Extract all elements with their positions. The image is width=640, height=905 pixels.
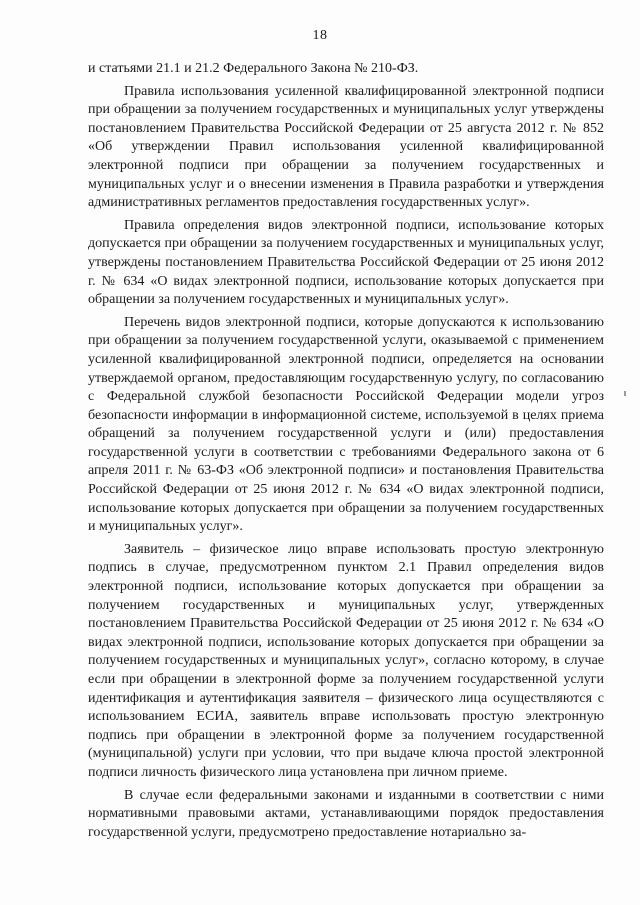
paragraph-notarized-documents: В случае если федеральными законами и изданными в соответствии с ними нормативными правовыми актами, устанавливающими порядок предоставления государственной услуги, предусмотрено предоставление нотариально за- bbox=[88, 787, 604, 840]
paragraph-continuation: и статьями 21.1 и 21.2 Федерального Закона № 210-ФЗ. bbox=[88, 61, 419, 76]
paragraph-qualified-signature-rules: Правила использования усиленной квалифицированной электронной подписи при обращении за получением государственных и муниципальных услуг утверждены постановлением Правительства Российской Федерации от 25 августа 2012 г. № 852 «Об утверждении Правил использования усиленной квалифицированной электронной подписи при обращении за получением государственных и муниципальных услуг и о внесении изменения в Правила разработки и утверждения административных регламентов предоставления государственных услуг». bbox=[88, 83, 604, 211]
margin-speck bbox=[624, 391, 626, 396]
body-text bbox=[88, 60, 604, 846]
page-number: 18 bbox=[312, 28, 328, 43]
paragraph-simple-signature: Заявитель – физическое лицо вправе использовать простую электронную подпись в случае, предусмотренном пунктом 2.1 Правил определения видов электронной подписи, использование которых допускается при обращении за получением государственных и муниципальных услуг, утвержденных постановлением Правительства Российской Федерации от 25 июня 2012 г. № 634 «О видах электронной подписи, использование которых допускается при обращении за получением государственных и муниципальных услуг», согласно которому, в случае если при обращении в электронной форме за получением государственной услуги идентификация и аутентификация заявителя – физического лица осуществляются с использованием ЕСИА, заявитель вправе использовать простую электронную подпись при обращении в электронной форме за получением государственной (муниципальной) услуги при условии, что при выдаче ключа простой электронной подписи личность физического лица установлена при личном приеме. bbox=[88, 541, 604, 780]
paragraph-signature-types-list: Перечень видов электронной подписи, которые допускаются к использованию при обращении за получением государственной услуги, оказываемой с применением усиленной квалифицированной электронной подписи, определяется на основании утверждаемой органом, предоставляющим государственную услугу, по согласованию с Федеральной службой безопасности Российской Федерации модели угроз безопасности информации в информационной системе, используемой в целях приема обращений за получением государственной услуги и (или) предоставления государственной услуги в соответствии с требованиями Федерального закона от 6 апреля 2011 г. № 63-ФЗ «Об электронной подписи» и постановления Правительства Российской Федерации от 25 июня 2012 г. № 634 «О видах электронной подписи, использование которых допускается при обращении за получением государственных и муниципальных услуг». bbox=[88, 314, 604, 535]
paragraph-signature-types-rules: Правила определения видов электронной подписи, использование которых допускается при обращении за получением государственных и муниципальных услуг, утверждены постановлением Правительства Российской Федерации от 25 июня 2012 г. № 634 «О видах электронной подписи, использование которых допускается при обращении за получением государственных и муниципальных услуг». bbox=[88, 217, 604, 308]
